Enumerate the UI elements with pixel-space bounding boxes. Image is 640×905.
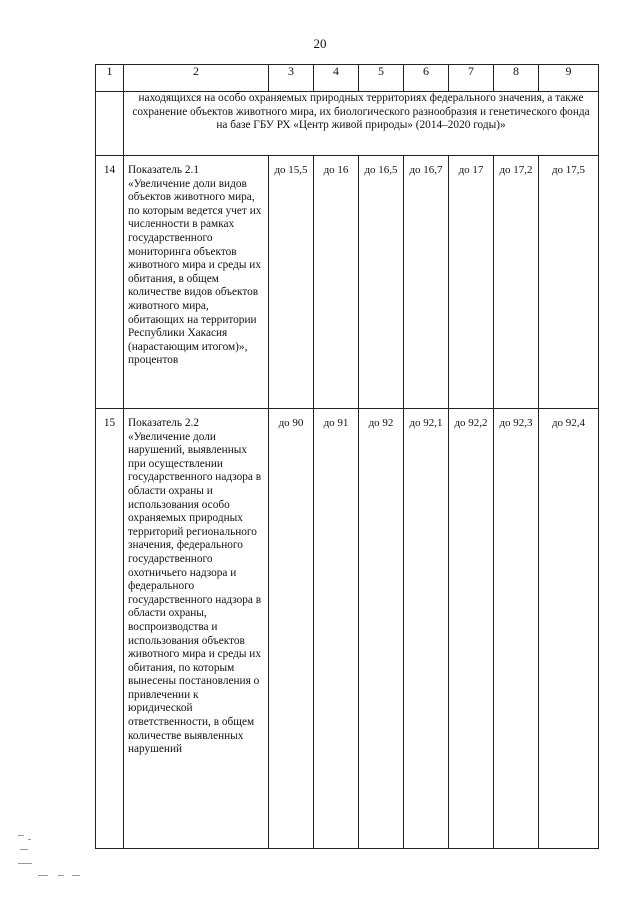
value-cell: до 92 [359, 409, 404, 849]
value-cell: до 92,3 [494, 409, 539, 849]
value-cell: до 92,1 [404, 409, 449, 849]
header-cell: 1 [96, 65, 124, 92]
row-number: 15 [96, 409, 124, 849]
header-cell: 2 [124, 65, 269, 92]
value-cell: до 17,2 [494, 156, 539, 409]
header-cell: 5 [359, 65, 404, 92]
header-row [96, 65, 599, 92]
header-cell: 3 [269, 65, 314, 92]
section-empty-cell [96, 92, 124, 156]
value-cell: до 91 [314, 409, 359, 849]
value-cell: до 16,7 [404, 156, 449, 409]
table-row [96, 409, 599, 849]
value-cell: до 92,2 [449, 409, 494, 849]
row-number: 14 [96, 156, 124, 409]
header-cell: 6 [404, 65, 449, 92]
value-cell: до 16,5 [359, 156, 404, 409]
value-cell: до 16 [314, 156, 359, 409]
page-number: 20 [313, 36, 327, 51]
header-cell: 4 [314, 65, 359, 92]
indicator-text: Показатель 2.1 «Увеличение доли видов объектов животного мира, по которым ведется учет их численности в рамках государственного мониторинга объектов животного мира и среды их обитания, в общем количестве видов объектов животного мира, обитающих на территории Республики Хакасия (нарастающим итогом)», процентов [124, 156, 269, 409]
indicator-table [95, 64, 599, 849]
value-cell: до 90 [269, 409, 314, 849]
indicator-text: Показатель 2.2 «Увеличение доли нарушений, выявленных при осуществлении государственного надзора в области охраны и использования особо охраняемых природных территорий регионального значения, федерального государственного охотничьего надзора и федерального государственного надзора в области охраны, воспроизводства и использования объектов животного мира и среды их обитания, по которым вынесены постановления о привлечении к юридической ответственности, в общем количестве выявленных нарушений [124, 409, 269, 849]
scan-artifact [18, 835, 88, 885]
value-cell: до 15,5 [269, 156, 314, 409]
section-title: находящихся на особо охраняемых природных территориях федерального значения, а также сохранение объектов животного мира, их биологического разнообразия и генетического фонда на базе ГБУ РХ «Центр живой природы» (2014–2020 годы)» [124, 92, 599, 156]
header-cell: 9 [539, 65, 599, 92]
header-cell: 7 [449, 65, 494, 92]
table-row [96, 156, 599, 409]
header-cell: 8 [494, 65, 539, 92]
value-cell: до 17,5 [539, 156, 599, 409]
value-cell: до 17 [449, 156, 494, 409]
value-cell: до 92,4 [539, 409, 599, 849]
section-row [96, 92, 599, 156]
